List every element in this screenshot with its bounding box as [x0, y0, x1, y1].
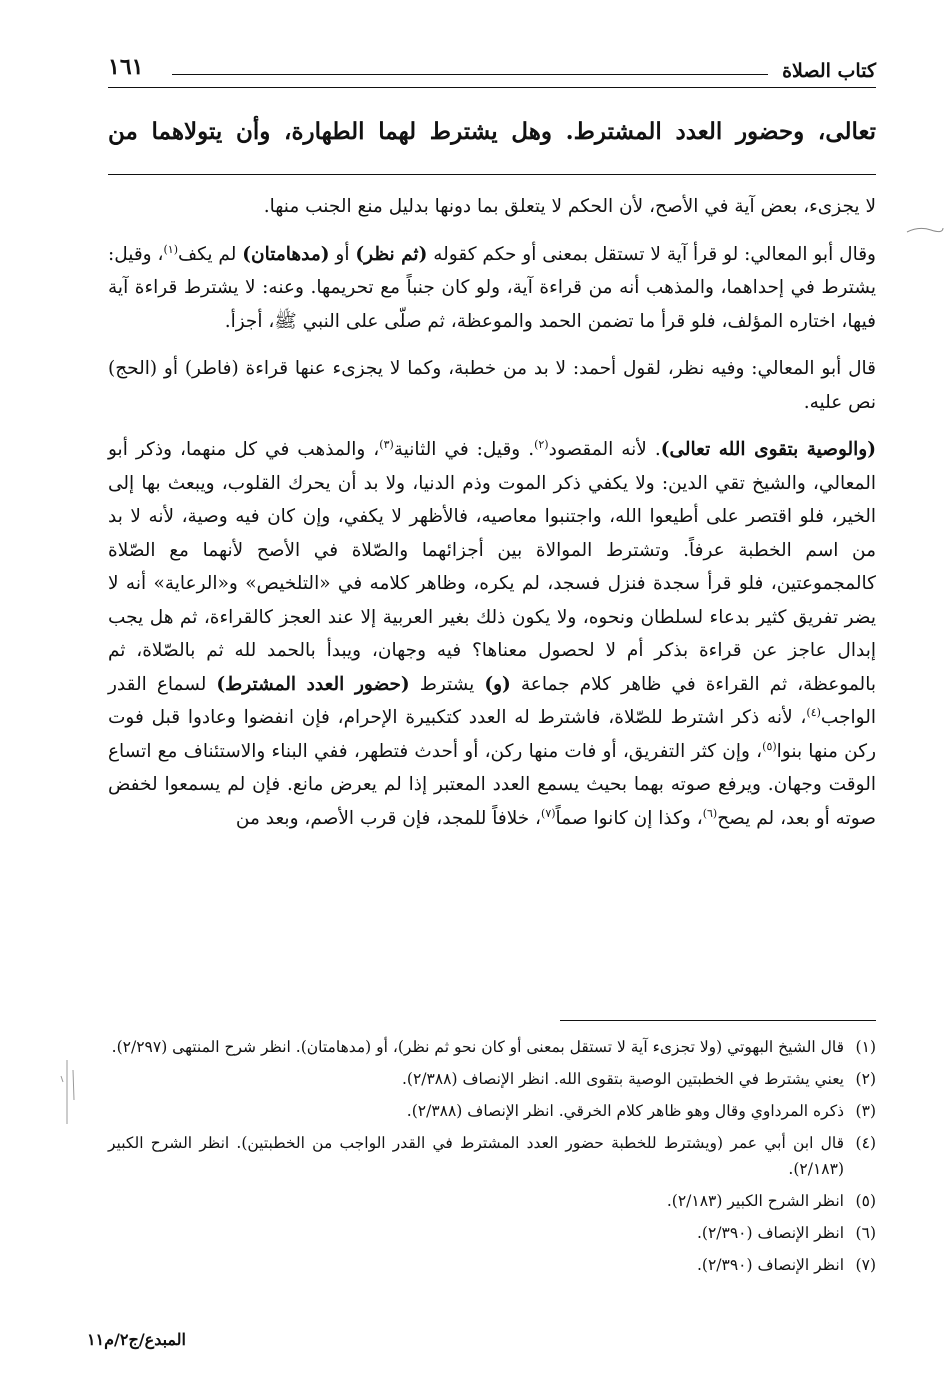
base-text-divider [108, 174, 876, 175]
footnote-number: (٣) [855, 1102, 876, 1120]
text-run: لسماع القدر الواجب [108, 673, 876, 728]
footnote-divider [560, 1020, 876, 1021]
footnote-number: (٢) [855, 1070, 876, 1088]
footnote-ref: (٦) [702, 806, 718, 820]
commentary-paragraph-1: لا يجزىء، بعض آية في الأصح، لأن الحكم لا يتعلق بما دونها بدليل منع الجنب منها. [263, 196, 876, 217]
footnote-number: (٦) [855, 1224, 876, 1242]
text-run: ، خلافاً للمجد، فإن قرب الأصم، وبعد من [235, 807, 542, 829]
text-run: ، لأنه ذكر اشترط للصّلاة، فاشترط له العدد كتكبيرة الإحرام، فإن انفضوا وعادوا قبل فوت ركن منها بنوا [108, 707, 876, 762]
header-rule [172, 74, 768, 75]
footnote [108, 1130, 876, 1182]
commentary [108, 190, 876, 835]
text-run: ، وإن كثر التفريق، أو فات منها ركن، أو أحدث فتطهر، ففي البناء والاستئناف مع اتساع الوقت وجهان. ويرفع صوته بهما بحيث يسمع العدد المعتبر إذا لم يعرض مانع. فإن لم يسمعوا لخفض صوته أو بعد، لم يصح [108, 740, 876, 829]
footnote-ref: (٣) [379, 437, 394, 451]
footnote-number: (٧) [855, 1256, 876, 1274]
footnote-ref: (٧) [541, 806, 556, 820]
text-run: ، وقيل: يشترط في إحداهما، والمذهب أنه من قراءة آية، ولو كان جنباً مع تحريمها. وعنه: لا يشترط قراءة آية فيها، اختاره المؤلف، فلو قرأ ما تضمن الحمد والموعظة، ثم صلّى على النبي ﷺ، أجزأ. [108, 243, 876, 332]
commentary-paragraph-3: قال أبو المعالي: وفيه نظر، لقول أحمد: لا بد من خطبة، وكما لا يجزىء عنها قراءة (فاطر) أو (الحج) نص عليه. [108, 358, 876, 413]
footnote [108, 1220, 876, 1246]
text-run: وقال أبو المعالي: لو قرأ آية لا تستقل بمعنى أو حكم كقوله [427, 243, 876, 265]
text-run: . وقيل: في الثانية [393, 439, 535, 460]
footnotes [108, 1034, 876, 1284]
footnote [108, 1098, 876, 1124]
footnote-ref: (٥) [762, 739, 777, 753]
quoted-verse: (مدهامتان) [242, 243, 330, 265]
base-text-quote: (حضور العدد المشترط) [216, 673, 410, 695]
margin-scribble [55, 1040, 85, 1130]
footnote-text: انظر الإنصاف (٢/٣٩٠). [697, 1224, 844, 1242]
footnote-ref: (٤) [806, 705, 821, 719]
footnote-ref: (٢) [534, 437, 549, 451]
base-text-quote: (والوصية بتقوى الله تعالى) [660, 439, 876, 460]
footnote-text: انظر الشرح الكبير (٢/١٨٣). [666, 1192, 844, 1210]
footnote-text: قال الشيخ البهوتي (ولا تجزىء آية لا تستقل بمعنى أو كان نحو ثم نظر)، أو (مدهامتان). انظر شرح المنتهى (٢/٢٩٧). [111, 1038, 844, 1056]
footnote [108, 1034, 876, 1060]
footnote-ref: (١) [163, 242, 178, 256]
base-text-quote: (و) [484, 673, 511, 695]
footnote [108, 1252, 876, 1278]
text-run: . لأنه المقصود [548, 439, 661, 460]
header-underline [108, 87, 876, 88]
page-number: ١٦١ [108, 54, 144, 80]
printer-signature: المبدع/ج٢/م١١ [86, 1330, 186, 1349]
footnote-text: ذكره المرداوي وقال وهو ظاهر كلام الخرقي. انظر الإنصاف (٢/٣٨٨). [406, 1102, 844, 1120]
footnote-number: (٥) [855, 1192, 876, 1210]
text-run: لم يكف [178, 243, 243, 265]
footnote-text: يعني يشترط في الخطبتين الوصية بتقوى الله. انظر الإنصاف (٢/٣٨٨). [401, 1070, 844, 1088]
commentary-paragraph-2 [108, 238, 876, 339]
text-run: ، وكذا إن كانوا صماً [555, 807, 703, 829]
footnote [108, 1066, 876, 1092]
footnote-text: قال ابن أبي عمر (ويشترط للخطبة حضور العدد المشترط في القدر الواجب من الخطبتين). انظر الشرح الكبير (٢/١٨٣). [108, 1134, 844, 1178]
text-run: أو [329, 243, 356, 265]
footnote [108, 1188, 876, 1214]
text-run: ، والمذهب في كل منهما، وذكر أبو المعالي، والشيخ تقي الدين: ولا يكفي ذكر الموت وذم الدنيا، ولا بد أن يحرك القلوب، ويبعث بها إلى الخير، فلو اقتصر على أطيعوا الله، واجتنبوا معاصيه، فالأظهر لا يكفي، وإن كان فيه وصية، لأنه لا بد من اسم الخطبة عرفاً. وتشترط الموالاة بين أجزائهما والصّلاة في الأصح لأنهما مع الصّلاة كالمجموعتين، فلو قرأ سجدة فنزل فسجد، لم يكره، وظاهر كلامه في «التلخيص» و«الرعاية» أنه لا يضر تفريق كثير بدعاء لسلطان ونحوه، ولا يكون ذلك بغير العربية إلا عند العجز كالقراءة، ثم هل يجب إبدال عاجز عن قراءة بذكر أم لا لحصول معناها؟ فيه وجهان، ويبدأ بالحمد لله ثم بالصّلاة، ثم بالموعظة، ثم القراءة في ظاهر كلام جماعة [108, 439, 876, 695]
footnote-number: (٤) [855, 1134, 876, 1152]
chapter-title: كتاب الصلاة [782, 60, 876, 82]
footnote-number: (١) [855, 1038, 876, 1056]
footnote-text: انظر الإنصاف (٢/٣٩٠). [697, 1256, 844, 1274]
base-text: تعالى، وحضور العدد المشترط. وهل يشترط لهما الطهارة، وأن يتولاهما من [108, 118, 876, 145]
running-header [108, 54, 876, 90]
quoted-verse: (ثم نظر) [355, 243, 428, 265]
margin-scribble [905, 224, 945, 236]
commentary-paragraph-4 [108, 433, 876, 835]
text-run: يشترط [409, 673, 485, 695]
